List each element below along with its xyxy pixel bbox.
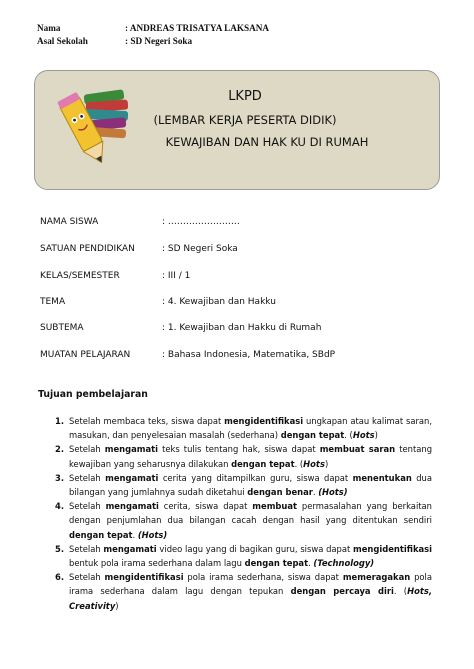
banner-topic: KEWAJIBAN DAN HAK KU DI RUMAH bbox=[165, 135, 369, 149]
objective-emphasis: dengan tepat bbox=[280, 430, 345, 441]
objective-emphasis: mengamati bbox=[104, 444, 159, 455]
identity-label: KELAS/SEMESTER bbox=[40, 271, 120, 281]
banner-subtitle: (LEMBAR KERJA PESERTA DIDIK) bbox=[153, 113, 337, 127]
objective-emphasis: memeragakan bbox=[342, 572, 411, 583]
objective-emphasis: (Hots) bbox=[318, 487, 348, 498]
objective-text: bentuk pola irama sederhana dalam lagu bbox=[69, 558, 245, 569]
banner-title: LKPD bbox=[228, 89, 262, 104]
identity-value: : 1. Kewajiban dan Hakku di Rumah bbox=[162, 323, 322, 333]
objective-emphasis: Hots bbox=[352, 430, 375, 441]
identity-label: SATUAN PENDIDIKAN bbox=[40, 244, 135, 254]
objective-emphasis: Hots, Creativity bbox=[69, 586, 433, 611]
objective-text: ungkapan atau kalimat saran, masukan, dan penyelesaian masalah (sederhana) bbox=[69, 416, 432, 441]
identity-value: : SD Negeri Soka bbox=[162, 244, 238, 254]
identity-value: : 4. Kewajiban dan Hakku bbox=[162, 297, 276, 307]
objective-number: 5. bbox=[55, 543, 65, 554]
objective-text: Setelah bbox=[69, 572, 105, 583]
objective-emphasis: dengan tepat bbox=[231, 458, 295, 469]
objective-text: video lagu yang di bagikan guru, siswa dapat bbox=[156, 543, 353, 554]
objective-emphasis: dengan tepat bbox=[244, 558, 309, 569]
objective-text: Setelah bbox=[69, 444, 105, 455]
objective-text: pola irama sederhana, siswa dapat bbox=[183, 572, 343, 583]
objective-text: ) bbox=[324, 458, 329, 469]
school-value: : SD Negeri Soka bbox=[125, 36, 193, 46]
header-name-row bbox=[37, 22, 269, 35]
objective-emphasis: membuat saran bbox=[319, 444, 396, 455]
objective-emphasis: mengidentifikasi bbox=[224, 416, 304, 426]
objective-text: ) bbox=[374, 430, 378, 441]
identity-value: : III / 1 bbox=[162, 271, 191, 281]
objective-item bbox=[55, 542, 432, 570]
objective-emphasis: dengan percaya diri bbox=[290, 586, 394, 597]
objective-text: ) bbox=[115, 600, 119, 611]
school-label: Asal Sekolah bbox=[37, 36, 88, 46]
objective-text: . ( bbox=[344, 430, 353, 441]
objective-number: 2. bbox=[55, 444, 65, 455]
objective-text: . bbox=[132, 529, 138, 540]
objective-text: . ( bbox=[393, 586, 408, 597]
objective-item bbox=[55, 499, 432, 542]
name-value: : ANDREAS TRISATYA LAKSANA bbox=[125, 23, 270, 33]
objective-emphasis: mengidentifikasi bbox=[104, 572, 184, 583]
objective-emphasis: dengan benar bbox=[247, 487, 313, 498]
objective-text: . bbox=[312, 487, 319, 498]
objective-text: pola irama sederhana dalam lagu dengan tepukan bbox=[69, 572, 433, 597]
objective-text: . bbox=[308, 558, 314, 569]
objective-item bbox=[55, 442, 432, 470]
objective-emphasis: membuat bbox=[252, 501, 298, 512]
objective-item bbox=[55, 570, 432, 613]
objective-emphasis: Hots bbox=[303, 458, 325, 469]
objective-number: 4. bbox=[55, 501, 65, 512]
objective-text: cerita, siswa dapat bbox=[158, 501, 253, 512]
objective-emphasis: mengidentifikasi bbox=[352, 543, 433, 554]
objective-emphasis: (Hots) bbox=[137, 529, 168, 540]
objective-text: teks tulis tentang hak, siswa dapat bbox=[158, 444, 320, 455]
objective-text: dua bilangan yang jumlahnya sudah diketahui bbox=[69, 472, 432, 498]
objective-text: cerita yang ditampilkan guru, siswa dapat bbox=[158, 472, 353, 483]
objective-emphasis: dengan tepat bbox=[69, 529, 133, 540]
objectives-heading: Tujuan pembelajaran bbox=[38, 389, 148, 400]
objective-text: tentang kewajiban yang seharusnya dilakukan bbox=[69, 444, 433, 469]
objective-emphasis: mengamati bbox=[105, 472, 159, 483]
objective-text: Setelah bbox=[69, 501, 106, 512]
objective-text: . ( bbox=[294, 458, 304, 469]
objective-number: 6. bbox=[55, 572, 65, 583]
objective-item bbox=[55, 471, 432, 499]
name-label: Nama bbox=[37, 23, 61, 33]
identity-value: : …………………… bbox=[162, 217, 240, 227]
objective-emphasis: mengamati bbox=[103, 543, 157, 554]
objective-item bbox=[55, 414, 432, 442]
pencil-books-mascot-icon bbox=[56, 86, 134, 170]
objective-text: Setelah bbox=[69, 543, 104, 554]
objective-number: 3. bbox=[55, 472, 65, 483]
objective-text: permasalahan yang berkaitan dengan penjumlahan dua bilangan cacah dengan hasil yang ditentukan sendiri bbox=[69, 501, 432, 526]
identity-value: : Bahasa Indonesia, Matematika, SBdP bbox=[162, 350, 336, 360]
identity-label: TEMA bbox=[40, 297, 66, 307]
identity-label: MUATAN PELAJARAN bbox=[40, 350, 131, 360]
objective-emphasis: (Technology) bbox=[313, 558, 375, 569]
header-school-row bbox=[37, 35, 269, 48]
objective-number: 1. bbox=[55, 416, 65, 426]
identity-label: NAMA SISWA bbox=[40, 217, 99, 227]
objective-text: Setelah bbox=[69, 472, 106, 483]
objective-emphasis: mengamati bbox=[105, 501, 159, 512]
objective-emphasis: menentukan bbox=[352, 472, 412, 483]
objectives-list bbox=[55, 414, 432, 613]
objective-text: Setelah membaca teks, siswa dapat bbox=[69, 416, 225, 426]
student-header bbox=[37, 22, 269, 48]
identity-label: SUBTEMA bbox=[40, 323, 84, 333]
